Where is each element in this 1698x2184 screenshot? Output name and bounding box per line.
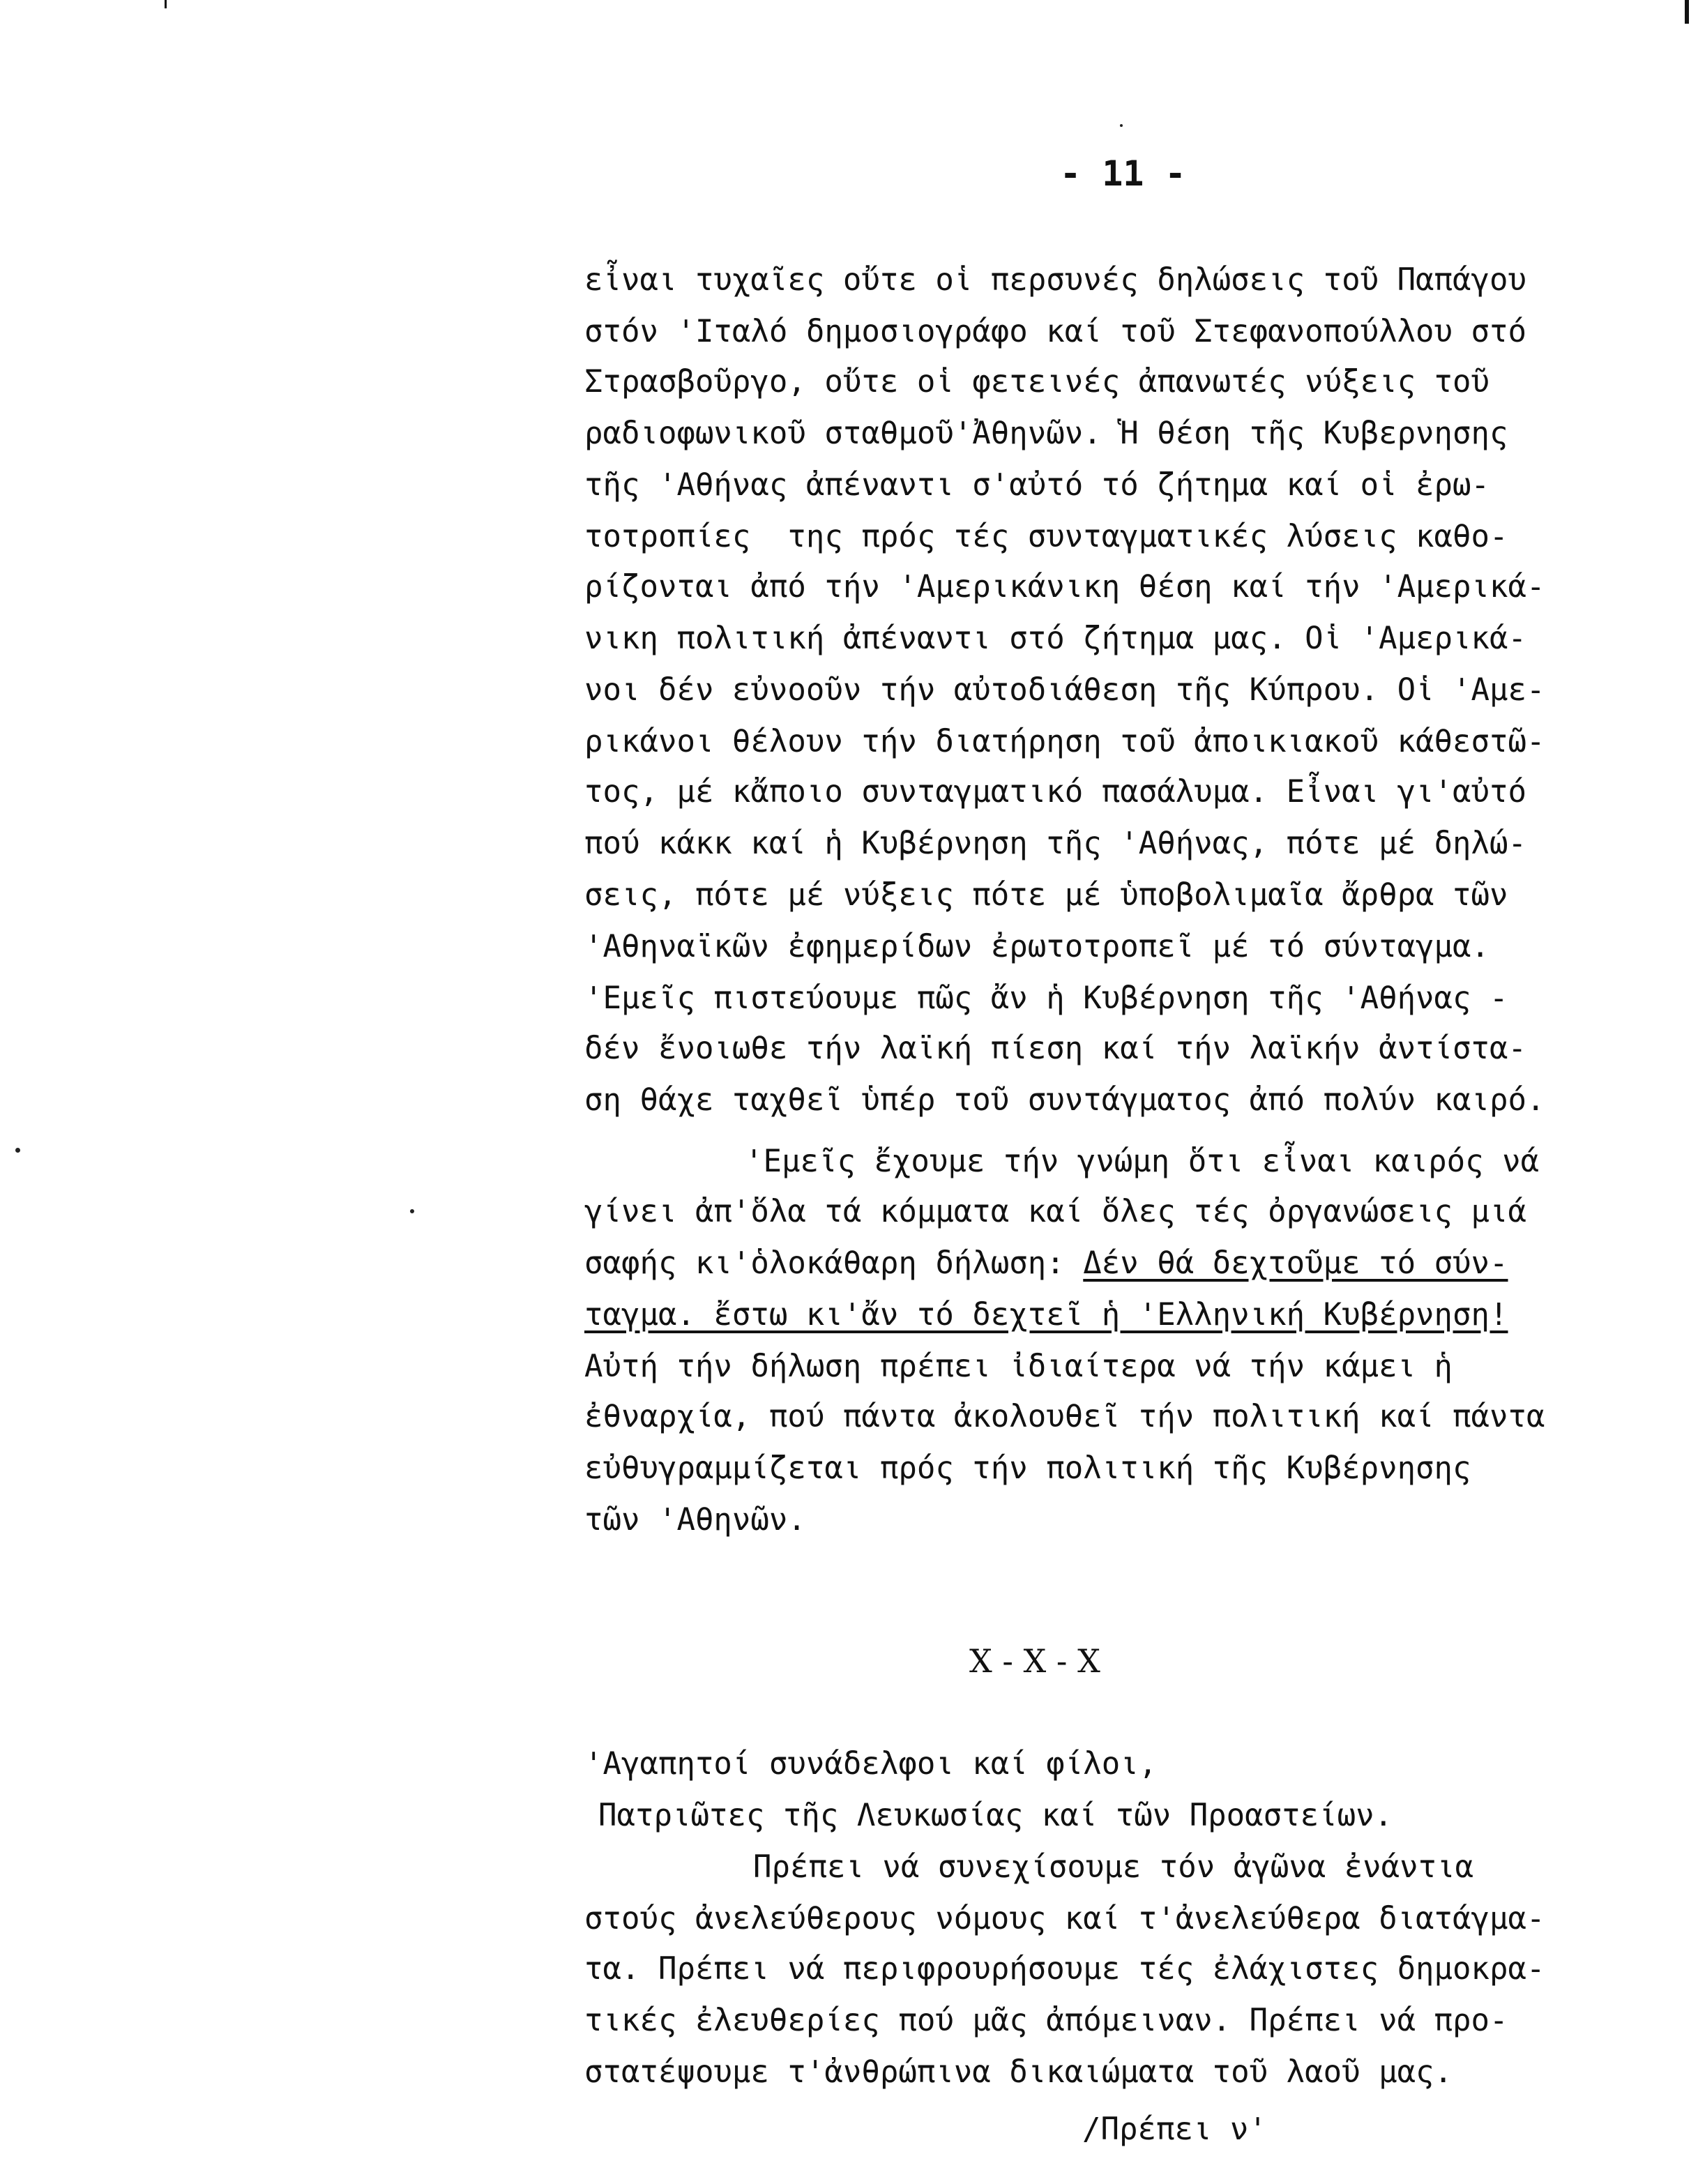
text-line: ραδιοφωνικοῦ σταθμοῦ'Ἀθηνῶν. Ἡ θέση τῆς Κυβερνησης (584, 416, 1508, 451)
text-line: τος, μέ κἄποιο συνταγματικό πασάλυμα. Εἶναι γι'αὐτό (584, 774, 1527, 810)
text-line: στατέψουμε τ'ἀνθρώπινα δικαιώματα τοῦ λαοῦ μας. (584, 2054, 1453, 2090)
text-line: τα. Πρέπει νά περιφρουρήσουμε τές ἐλάχιστες δημοκρα- (584, 1951, 1545, 1987)
underlined-declaration: Δέν θά δεχτοῦμε τό σύν- (1083, 1245, 1508, 1281)
text-line: 'Εμεῖς ἔχουμε τήν γνώμη ὅτι εἶναι καιρός νά (745, 1144, 1540, 1179)
scan-edge-mark (1685, 0, 1689, 24)
text-line: πού κάκκ καί ἡ Κυβέρνηση τῆς 'Αθήνας, πότε μέ δηλώ- (584, 826, 1527, 861)
text-line: τικές ἐλευθερίες πού μᾶς ἀπόμειναν. Πρέπει νά προ- (584, 2003, 1508, 2038)
text-line: γίνει ἀπ'ὅλα τά κόμματα καί ὅλες τές ὀργανώσεις μιά (584, 1194, 1527, 1229)
underlined-declaration: ταγμα. ἔστω κι'ἄν τό δεχτεῖ ἡ 'Ελληνική Κυβέρνηση! (584, 1297, 1508, 1333)
text-line: ἐθναρχία, πού πάντα ἀκολουθεῖ τήν πολιτική καί πάντα (584, 1399, 1545, 1434)
text-line: νικη πολιτική ἀπέναντι στό ζήτημα μας. Οἱ 'Αμερικά- (584, 621, 1527, 656)
text-line: ρίζονται ἀπό τήν 'Αμερικάνικη θέση καί τήν 'Αμερικά- (584, 569, 1545, 605)
text-line: στούς ἀνελεύθερους νόμους καί τ'ἀνελεύθερα διατάγμα- (584, 1901, 1545, 1936)
text-line: τῆς 'Αθήνας ἀπέναντι σ'αὐτό τό ζήτημα καί οἱ ἐρω- (584, 467, 1490, 503)
scan-edge-mark (165, 0, 167, 8)
text-line: Πρέπει νά συνεχίσουμε τόν ἀγῶνα ἐνάντια (753, 1849, 1474, 1885)
text-line: Στρασβοῦργο, οὔτε οἱ φετεινές ἀπανωτές νύξεις τοῦ (584, 364, 1490, 400)
text-line: νοι δέν εὐνοοῦν τήν αὐτοδιάθεση τῆς Κύπρου. Οἱ 'Αμε- (584, 672, 1545, 708)
salutation-line: Πατριῶτες τῆς Λευκωσίας καί τῶν Προαστείων. (598, 1798, 1393, 1833)
page-number: - 11 - (1060, 153, 1186, 194)
text-line: στόν 'Ιταλό δημοσιογράφο καί τοῦ Στεφανοπούλλου στό (584, 314, 1527, 349)
text-line (584, 1243, 1508, 1284)
section-separator: X - X - X (969, 1642, 1100, 1680)
scan-speck (15, 1148, 20, 1153)
text-line: δέν ἔνοιωθε τήν λαϊκή πίεση καί τήν λαϊκήν ἀντίστα- (584, 1031, 1527, 1066)
text-line: ση θάχε ταχθεῖ ὑπέρ τοῦ συντάγματος ἀπό πολύν καιρό. (584, 1082, 1545, 1118)
scan-speck (1120, 124, 1123, 127)
text-line: τῶν 'Αθηνῶν. (584, 1502, 806, 1538)
text-line: σεις, πότε μέ νύξεις πότε μέ ὑποβολιμαῖα ἄρθρα τῶν (584, 877, 1508, 913)
scan-speck (410, 1209, 414, 1213)
text-line: εὐθυγραμμίζεται πρός τήν πολιτική τῆς Κυβέρνησης (584, 1450, 1471, 1486)
catchword: /Πρέπει ν' (1082, 2111, 1267, 2147)
text-line: τοτροπίες της πρός τές συνταγματικές λύσεις καθο- (584, 519, 1508, 554)
text-line: 'Αθηναϊκῶν ἐφημερίδων ἐρωτοτροπεῖ μέ τό σύνταγμα. (584, 929, 1490, 964)
text-line: ρικάνοι θέλουν τήν διατήρηση τοῦ ἀποικιακοῦ κάθεστῶ- (584, 724, 1545, 759)
declaration-lead: σαφής κι'ὁλοκάθαρη δήλωση: (584, 1245, 1084, 1281)
salutation-line: 'Αγαπητοί συνάδελφοι καί φίλοι, (584, 1746, 1158, 1782)
text-line: Αὐτή τήν δήλωση πρέπει ἰδιαίτερα νά τήν κάμει ἡ (584, 1349, 1453, 1384)
text-line: 'Εμεῖς πιστεύουμε πῶς ἄν ἡ Κυβέρνηση τῆς 'Αθήνας - (584, 980, 1508, 1016)
text-line: εἶναι τυχαῖες οὔτε οἱ περσυνές δηλώσεις τοῦ Παπάγου (584, 262, 1527, 298)
